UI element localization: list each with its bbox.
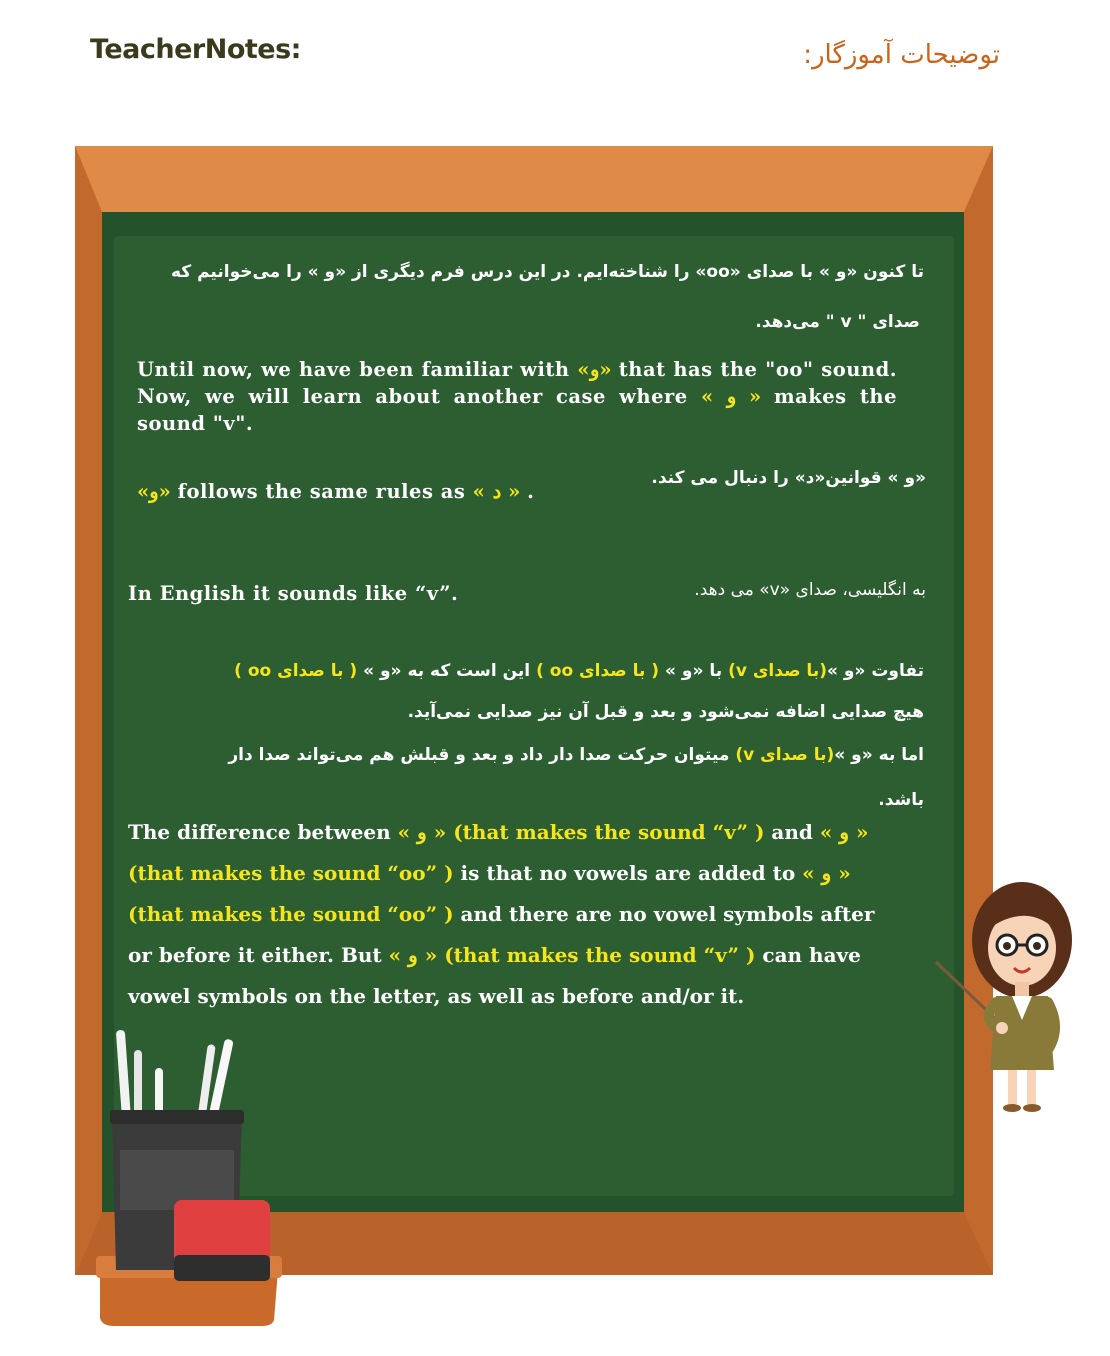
teacher-notes-title-fa: توضیحات آموزگار: [803,40,1000,70]
fa-sound-line: به انگلیسی، صدای «v» می دهد. [694,580,926,600]
fa-diff-text: با «و » [659,661,729,681]
en-intro-text-2: that has the "oo" sound. Now, we will learn about another case where [137,358,898,408]
en-diff-highlight: (that makes the sound “v” ) [437,943,756,967]
fa-diff-highlight: ( با صدای oo ) [536,661,660,681]
teacher-illustration [930,870,1080,1120]
fa-diff-text: اما به «و » [834,745,924,765]
teacher-notes-title: TeacherNotes: [90,34,301,65]
waw-letter: « و » [700,385,762,408]
fa-diff-line-2: هیچ صدایی اضافه نمی‌شود و بعد و قبل آن نیز صدایی نمی‌آید. [407,702,924,722]
en-rules-text-1: follows the same rules as [170,480,473,503]
fa-diff-highlight: ( با صدای oo ) [234,661,358,681]
fa-diff-line-1 [150,661,924,681]
fa-diff-text: میتوان حرکت صدا دار داد و بعد و قبلش هم می‌تواند صدا دار [228,745,736,765]
en-diff-text: The difference between [128,820,398,844]
fa-diff-line-3 [150,745,924,765]
en-rules-line [137,478,557,505]
en-diff-highlight: (that makes the sound “oo” ) [128,861,454,885]
dal-letter: « د » [472,480,521,503]
en-diff-text: can have vowel symbols on the letter, as well as before and/or it. [128,943,861,1008]
fa-intro-line-2: صدای " v " می‌دهد. [755,312,920,332]
en-diff-text: and [764,820,820,844]
en-rules-text-2: . [520,480,534,503]
waw-letter: «و» [577,358,612,381]
en-intro-text-1: Until now, we have been familiar with [137,358,578,381]
en-diff-text: is that no vowels are added to [453,861,803,885]
fa-diff-highlight: (با صدای v) [735,745,835,765]
en-diff-highlight: (that makes the sound “oo” ) [128,902,454,926]
waw-letter: « و » [819,820,869,844]
fa-rules-line: «و » قوانین«د» را دنبال می کند. [651,468,926,488]
waw-letter: « و » [397,820,447,844]
waw-letter: «و» [137,480,171,503]
fa-diff-text: این است که به «و » [357,661,537,681]
chalk-holder-illustration [92,1020,292,1330]
fa-intro-line-1: تا کنون «و » با صدای «oo» را شناخته‌ایم. در این درس فرم دیگری از «و » را می‌خوانیم که [170,262,924,282]
waw-letter: « و » [802,861,851,885]
fa-diff-text: تفاوت «و » [826,661,924,681]
en-sound-line: In English it sounds like “v”. [128,582,459,605]
fa-diff-highlight: (با صدای v) [728,661,827,681]
en-diff-paragraph [128,812,888,1017]
en-intro-paragraph [137,356,897,437]
waw-letter: « و » [388,943,438,967]
en-intro-text-3: makes the sound "v". [137,385,897,435]
fa-diff-line-4: باشد. [878,790,924,810]
en-diff-highlight: (that makes the sound “v” ) [446,820,765,844]
en-diff-text: and there are no vowel symbols after or before it either. But [128,902,875,967]
